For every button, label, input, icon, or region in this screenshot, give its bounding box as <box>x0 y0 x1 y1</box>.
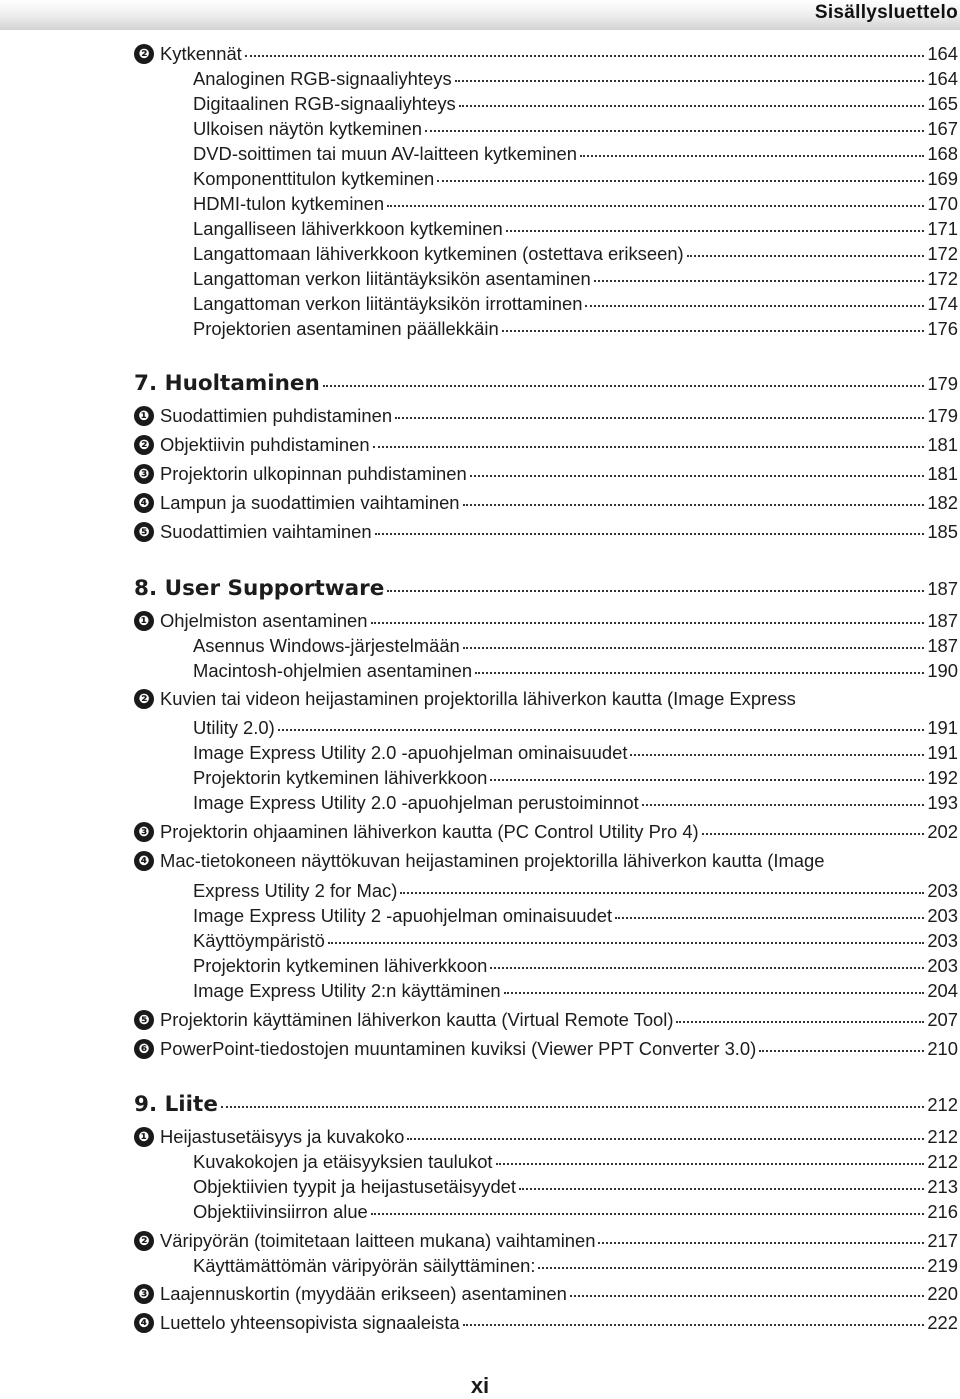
toc-entry <box>160 463 958 485</box>
toc-entry-title: Komponenttitulon kytkeminen <box>193 168 435 189</box>
dot-leader <box>278 729 925 731</box>
toc-page-number: 203 <box>927 955 958 976</box>
section-number-badge: ❻ <box>134 1039 154 1059</box>
dot-leader <box>676 1021 924 1023</box>
dot-leader <box>373 446 925 448</box>
toc-entry <box>160 43 958 65</box>
toc-entry <box>160 1283 958 1305</box>
toc-page-number: 185 <box>927 521 958 542</box>
section-number-badge: ❹ <box>134 851 154 871</box>
toc-page-number: 213 <box>927 1176 958 1197</box>
toc-entry-title: 8. User Supportware <box>134 576 385 601</box>
toc-page-number: 207 <box>927 1009 958 1030</box>
toc-entry-title: Projektorien asentaminen päällekkäin <box>193 318 499 339</box>
toc-page-number: 174 <box>927 293 958 314</box>
toc-page-number: 212 <box>927 1151 958 1172</box>
section-number-badge: ❹ <box>134 1313 154 1333</box>
toc-entry <box>134 373 958 395</box>
toc-entry <box>160 405 958 427</box>
dot-leader <box>425 130 924 132</box>
toc-entry <box>160 821 958 843</box>
dot-leader <box>407 1138 924 1140</box>
dot-leader <box>490 779 924 781</box>
dot-leader <box>455 80 925 82</box>
toc-entry-title: PowerPoint-tiedostojen muuntaminen kuviksi (Viewer PPT Converter 3.0) <box>160 1038 757 1059</box>
toc-entry-title: Image Express Utility 2.0 -apuohjelman perustoiminnot <box>193 792 639 813</box>
dot-leader <box>395 417 924 419</box>
toc-page-number: 190 <box>927 660 958 681</box>
toc-page-number: 219 <box>927 1255 958 1276</box>
toc-entry <box>193 318 958 340</box>
toc-entry <box>160 1312 958 1334</box>
toc-entry-title: Projektorin kytkeminen lähiverkkoon <box>193 955 488 976</box>
toc-entry <box>193 1201 958 1223</box>
toc-entry-text-line1: Kuvien tai videon heijastaminen projektorilla lähiverkon kautta (Image Express <box>160 688 796 709</box>
section-number-badge: ❸ <box>134 464 154 484</box>
toc-entry-title: Projektorin ohjaaminen lähiverkon kautta (PC Control Utility Pro 4) <box>160 821 699 842</box>
toc-page-number: 179 <box>927 405 958 426</box>
toc-entry <box>193 193 958 215</box>
dot-leader <box>375 533 925 535</box>
toc-entry-title: Langalliseen lähiverkkoon kytkeminen <box>193 218 503 239</box>
toc-entry <box>193 268 958 290</box>
toc-entry-title: 9. Liite <box>134 1092 218 1117</box>
toc-page-number: 187 <box>927 610 958 631</box>
toc-page-number: 187 <box>927 635 958 656</box>
toc-page-number: 212 <box>927 1094 958 1115</box>
toc-entry <box>193 635 958 657</box>
toc-page-number: 164 <box>927 68 958 89</box>
toc-page-number: 203 <box>927 905 958 926</box>
section-number-badge: ❶ <box>134 611 154 631</box>
dot-leader <box>371 1213 925 1215</box>
toc-page-number: 204 <box>927 980 958 1001</box>
toc-entry <box>160 1038 958 1060</box>
toc-entry-title: Asennus Windows-järjestelmään <box>193 635 460 656</box>
toc-entry-title: Suodattimien puhdistaminen <box>160 405 393 426</box>
section-number-badge: ❹ <box>134 493 154 513</box>
dot-leader <box>221 1106 924 1108</box>
toc-entry <box>193 792 958 814</box>
dot-leader <box>459 105 925 107</box>
toc-page-number: 217 <box>927 1230 958 1251</box>
dot-leader <box>702 833 925 835</box>
dot-leader <box>570 1295 924 1297</box>
dot-leader <box>504 992 925 994</box>
toc-entry-title: Lampun ja suodattimien vaihtaminen <box>160 492 460 513</box>
dot-leader <box>463 504 925 506</box>
toc-entry <box>193 218 958 240</box>
toc-entry-title: Express Utility 2 for Mac) <box>193 880 398 901</box>
toc-entry <box>193 68 958 90</box>
toc-entry <box>193 905 958 927</box>
dot-leader <box>387 590 924 592</box>
toc-entry-title: Objektiivinsiirron alue <box>193 1201 368 1222</box>
toc-page-number: 187 <box>927 578 958 599</box>
toc-entry-title: Utility 2.0) <box>193 717 275 738</box>
toc-entry-title: Projektorin ulkopinnan puhdistaminen <box>160 463 467 484</box>
toc-entry <box>193 1255 958 1277</box>
section-number-badge: ❶ <box>134 406 154 426</box>
toc-entry-title: Projektorin kytkeminen lähiverkkoon <box>193 767 488 788</box>
toc-entry-title: Ulkoisen näytön kytkeminen <box>193 118 422 139</box>
toc-page-number: 203 <box>927 880 958 901</box>
toc-entry-title: Kytkennät <box>160 43 242 64</box>
toc-entry <box>193 930 958 952</box>
section-number-badge: ❸ <box>134 822 154 842</box>
dot-leader <box>630 754 924 756</box>
toc-entry-title: Digitaalinen RGB-signaaliyhteys <box>193 93 456 114</box>
toc-page-number: 222 <box>927 1312 958 1333</box>
toc-entry <box>193 243 958 265</box>
dot-leader <box>585 305 924 307</box>
dot-leader <box>519 1188 924 1190</box>
toc-entry <box>193 742 958 764</box>
toc-entry-title: Käyttöympäristö <box>193 930 325 951</box>
dot-leader <box>598 1242 924 1244</box>
section-number-badge: ❷ <box>134 44 154 64</box>
dot-leader <box>387 205 924 207</box>
toc-entry <box>193 717 958 739</box>
toc-entry-title: Langattomaan lähiverkkoon kytkeminen (ostettava erikseen) <box>193 243 684 264</box>
toc-entry-title: Suodattimien vaihtaminen <box>160 521 372 542</box>
toc-entry-title: Macintosh-ohjelmien asentaminen <box>193 660 473 681</box>
dot-leader <box>323 385 925 387</box>
toc-entry <box>193 143 958 165</box>
toc-entry-title: Image Express Utility 2:n käyttäminen <box>193 980 501 1001</box>
toc-page-number: 172 <box>927 268 958 289</box>
toc-page-number: 216 <box>927 1201 958 1222</box>
toc-entry <box>160 521 958 543</box>
toc-entry-title: Projektorin käyttäminen lähiverkon kautta (Virtual Remote Tool) <box>160 1009 674 1030</box>
section-number-badge: ❷ <box>134 1231 154 1251</box>
dot-leader <box>371 622 925 624</box>
toc-entry-text-line1: Mac-tietokoneen näyttökuvan heijastaminen projektorilla lähiverkon kautta (Image <box>160 850 825 871</box>
dot-leader <box>759 1050 924 1052</box>
toc-entry <box>193 293 958 315</box>
dot-leader <box>615 917 924 919</box>
toc-entry-title: Analoginen RGB-signaaliyhteys <box>193 68 452 89</box>
section-number-badge: ❷ <box>134 435 154 455</box>
toc-entry-title: Käyttämättömän väripyörän säilyttäminen: <box>193 1255 536 1276</box>
dot-leader <box>687 255 925 257</box>
dot-leader <box>642 804 925 806</box>
toc-entry-title: Langattoman verkon liitäntäyksikön irrottaminen <box>193 293 583 314</box>
dot-leader <box>594 280 925 282</box>
toc-page-number: 171 <box>927 218 958 239</box>
toc-page-number: 203 <box>927 930 958 951</box>
dot-leader <box>463 647 925 649</box>
toc-entry-title: Väripyörän (toimitetaan laitteen mukana) vaihtaminen <box>160 1230 596 1251</box>
toc-page-number: 181 <box>927 463 958 484</box>
toc-entry-title: Objektiivien tyypit ja heijastusetäisyydet <box>193 1176 517 1197</box>
section-number-badge: ❺ <box>134 1010 154 1030</box>
toc-page-number: 169 <box>927 168 958 189</box>
toc-page-number: 165 <box>927 93 958 114</box>
toc-entry <box>193 168 958 190</box>
toc-entry <box>134 578 958 600</box>
toc-page-number: 210 <box>927 1038 958 1059</box>
dot-leader <box>580 155 924 157</box>
toc-entry <box>193 93 958 115</box>
dot-leader <box>400 892 924 894</box>
toc-entry-title: Heijastusetäisyys ja kuvakoko <box>160 1126 405 1147</box>
toc-entry-title: Langattoman verkon liitäntäyksikön asentaminen <box>193 268 591 289</box>
toc-entry <box>160 1230 958 1252</box>
toc-entry-title: Laajennuskortin (myydään erikseen) asentaminen <box>160 1283 567 1304</box>
toc-entry <box>160 434 958 456</box>
toc-page-number: 220 <box>927 1283 958 1304</box>
toc-entry <box>193 955 958 977</box>
toc-entry <box>160 1126 958 1148</box>
toc-page-number: 164 <box>927 43 958 64</box>
dot-leader <box>496 1163 925 1165</box>
dot-leader <box>490 967 924 969</box>
toc-entry <box>193 660 958 682</box>
page-number: xi <box>470 1373 490 1398</box>
dot-leader <box>328 942 924 944</box>
toc-entry <box>134 1094 958 1116</box>
toc-page-number: 176 <box>927 318 958 339</box>
toc-page-number: 193 <box>927 792 958 813</box>
toc-page-number: 182 <box>927 492 958 513</box>
toc-page-number: 191 <box>927 742 958 763</box>
dot-leader <box>502 330 925 332</box>
toc-entry-title: Ohjelmiston asentaminen <box>160 610 368 631</box>
toc-entry-title: Objektiivin puhdistaminen <box>160 434 370 455</box>
toc-page-number: 212 <box>927 1126 958 1147</box>
toc-entry <box>193 980 958 1002</box>
toc-entry-title: Image Express Utility 2 -apuohjelman ominaisuudet <box>193 905 613 926</box>
dot-leader <box>463 1324 925 1326</box>
toc-page-number: 181 <box>927 434 958 455</box>
toc-entry-title: HDMI-tulon kytkeminen <box>193 193 385 214</box>
toc-page-number: 192 <box>927 767 958 788</box>
dot-leader <box>245 55 925 57</box>
toc-page-number: 168 <box>927 143 958 164</box>
toc-entry <box>193 1176 958 1198</box>
dot-leader <box>506 230 925 232</box>
toc-page-number: 167 <box>927 118 958 139</box>
toc-entry-title: Luettelo yhteensopivista signaaleista <box>160 1312 460 1333</box>
toc-entry <box>193 880 958 902</box>
toc-entry <box>160 1009 958 1031</box>
toc-entry-title: Kuvakokojen ja etäisyyksien taulukot <box>193 1151 493 1172</box>
toc-entry-title: Image Express Utility 2.0 -apuohjelman ominaisuudet <box>193 742 628 763</box>
toc-entry-title: 7. Huoltaminen <box>134 371 320 396</box>
toc-entry <box>193 118 958 140</box>
toc-entry <box>160 492 958 514</box>
section-number-badge: ❺ <box>134 522 154 542</box>
dot-leader <box>470 475 925 477</box>
section-number-badge: ❶ <box>134 1127 154 1147</box>
header-title: Sisällysluettelo <box>814 2 958 23</box>
toc-page-number: 202 <box>927 821 958 842</box>
dot-leader <box>437 180 924 182</box>
toc-page-number: 170 <box>927 193 958 214</box>
dot-leader <box>475 672 924 674</box>
toc-entry <box>193 1151 958 1173</box>
dot-leader <box>538 1267 924 1269</box>
section-number-badge: ❷ <box>134 689 154 709</box>
section-number-badge: ❸ <box>134 1284 154 1304</box>
toc-page-number: 172 <box>927 243 958 264</box>
toc-entry-title: DVD-soittimen tai muun AV-laitteen kytkeminen <box>193 143 577 164</box>
toc-page-number: 179 <box>927 373 958 394</box>
toc-entry <box>160 610 958 632</box>
toc-entry <box>193 767 958 789</box>
toc-page-number: 191 <box>927 717 958 738</box>
